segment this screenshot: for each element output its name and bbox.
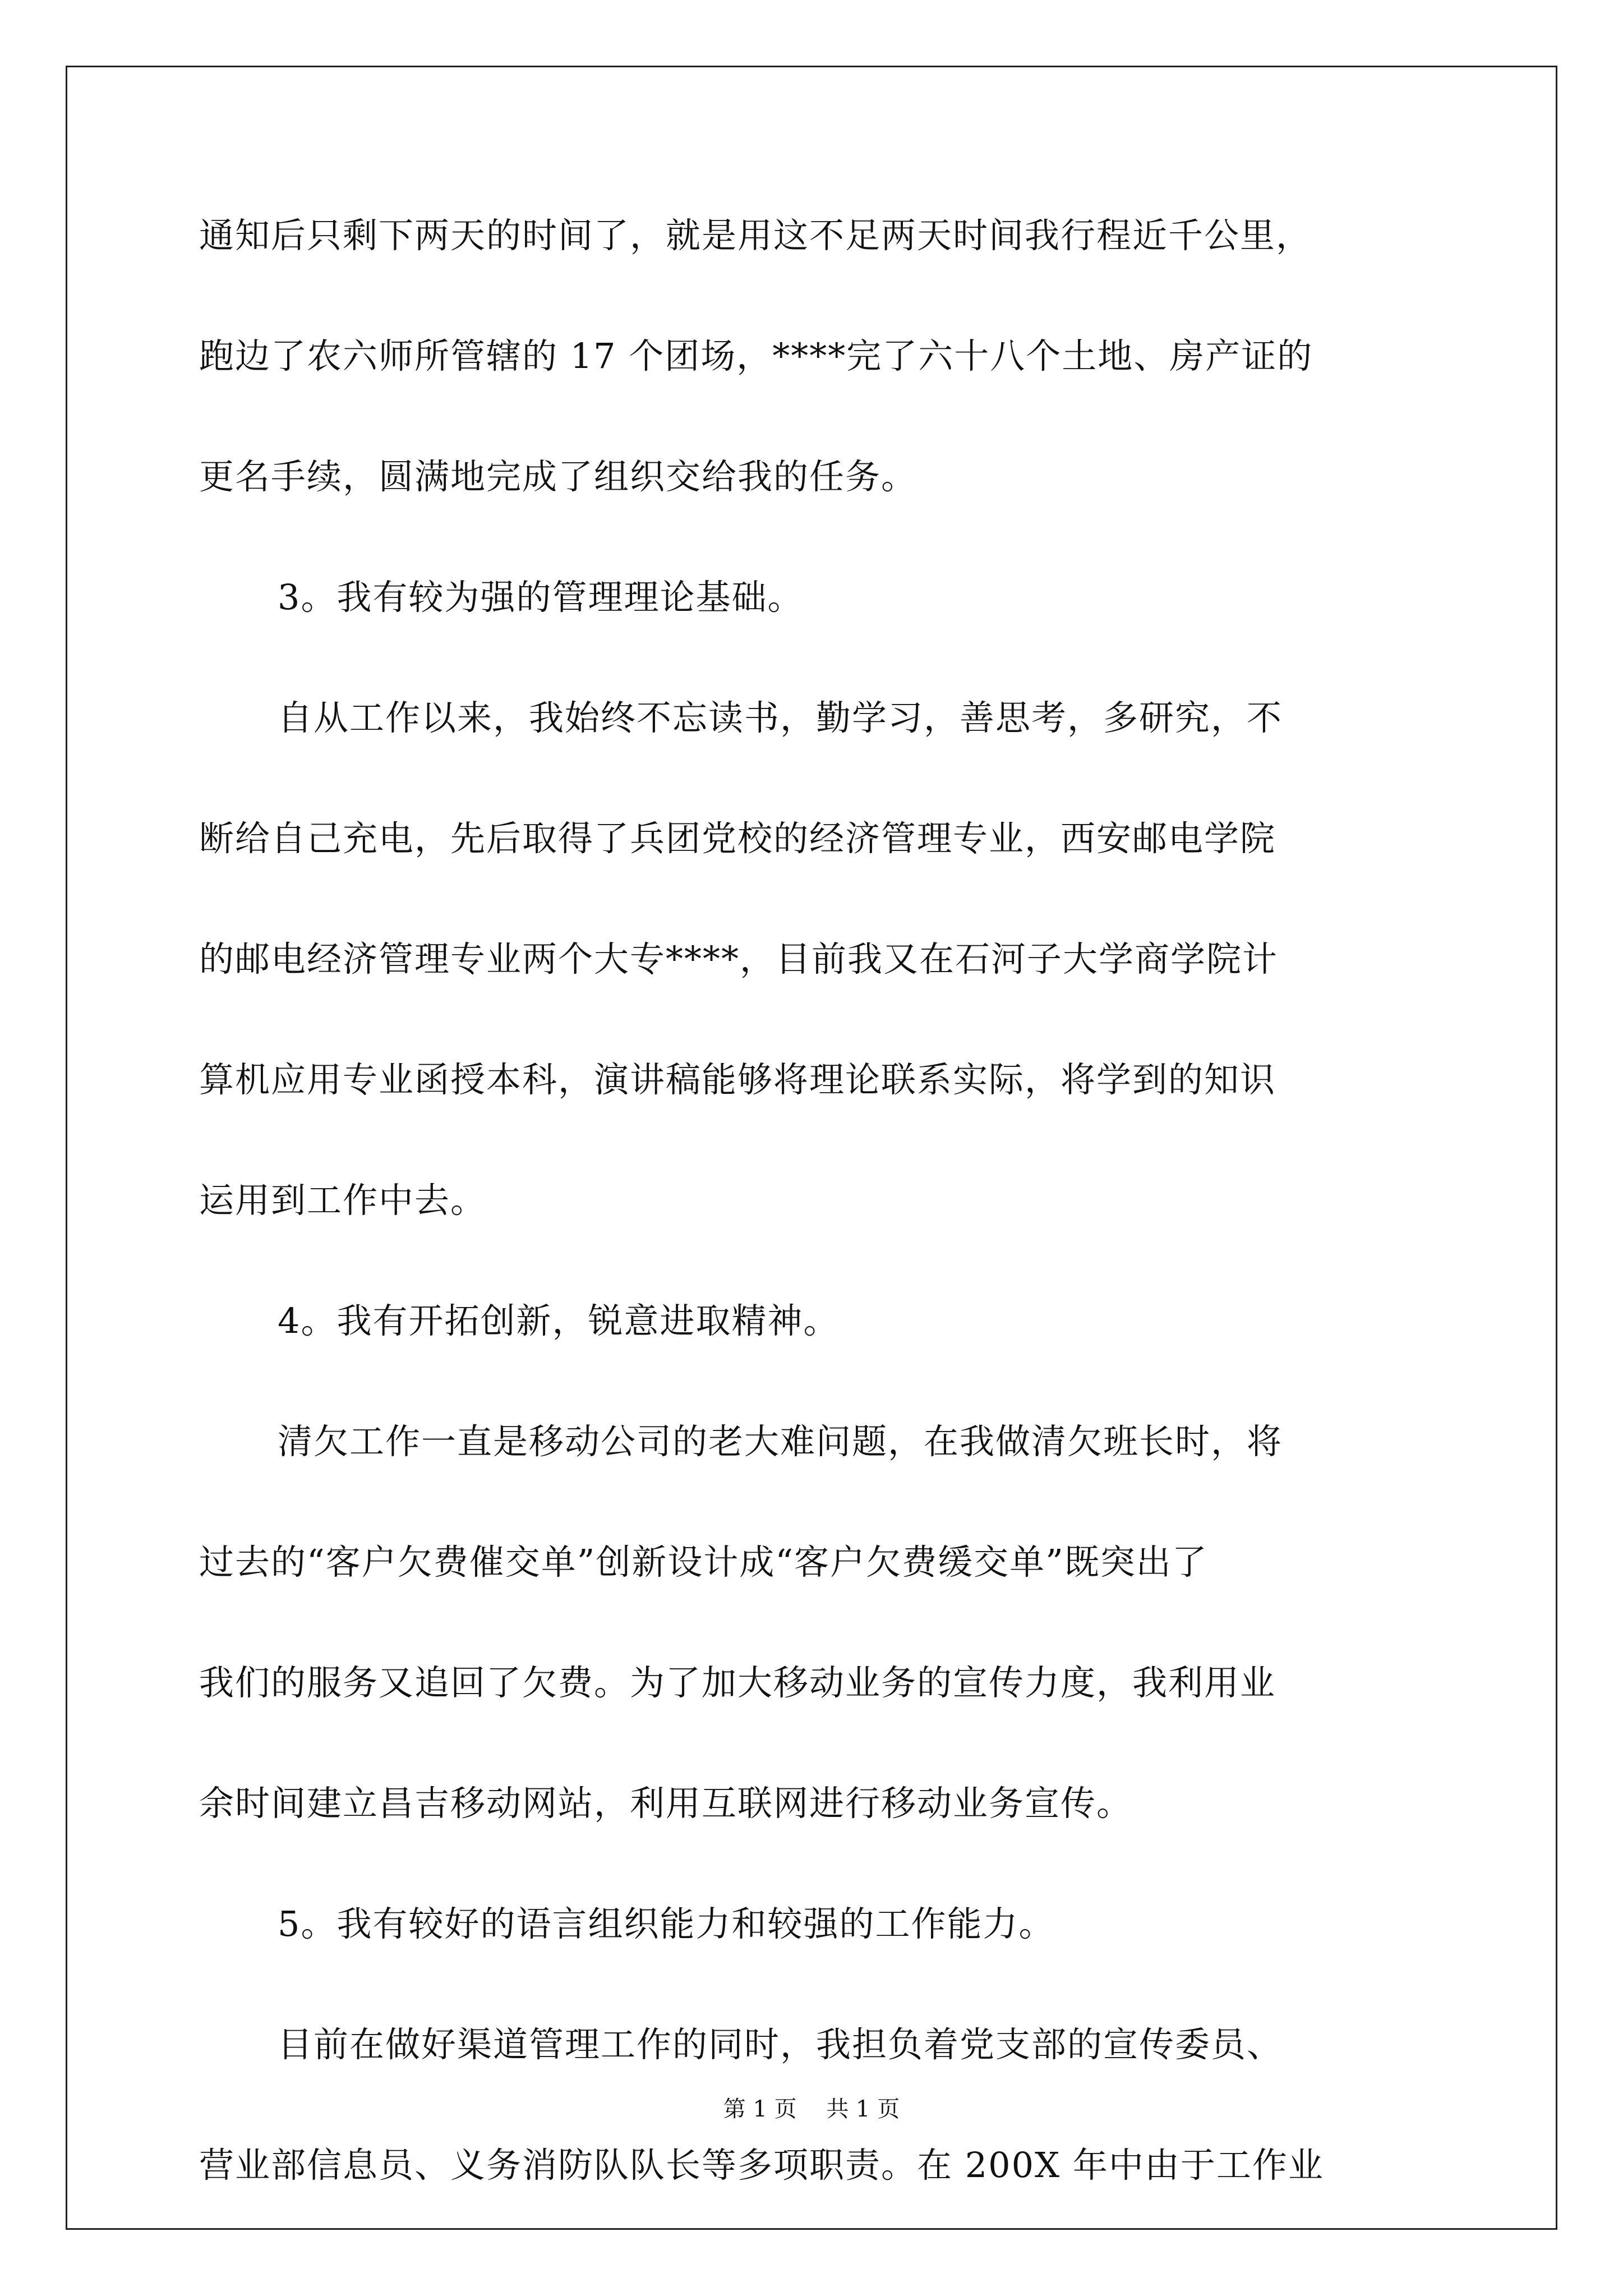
text-line: 跑边了农六师所管辖的 17 个团场，****完了六十八个土地、房产证的 — [199, 335, 1313, 376]
text-line: 断给自己充电，先后取得了兵团党校的经济管理专业，西安邮电学院 — [199, 818, 1276, 859]
section-heading: 5。我有较好的语言组织能力和较强的工作能力。 — [278, 1903, 1055, 1944]
text-line: 过去的“客户欠费催交单”创新设计成“客户欠费缓交单”既突出了 — [199, 1542, 1208, 1582]
text-line: 通知后只剩下两天的时间了，就是用这不足两天时间我行程近千公里， — [199, 215, 1312, 256]
text-line: 自从工作以来，我始终不忘读书，勤学习，善思考，多研究，不 — [278, 697, 1283, 738]
text-line: 目前在做好渠道管理工作的同时，我担负着党支部的宣传委员、 — [278, 2024, 1283, 2065]
text-line: 营业部信息员、义务消防队队长等多项职责。在 200X 年中由于工作业 — [199, 2145, 1324, 2185]
text-line: 清欠工作一直是移动公司的老大难问题，在我做清欠班长时，将 — [278, 1421, 1283, 1462]
page-number-footer: 第 1 页 共 1 页 — [723, 2096, 900, 2122]
section-heading: 3。我有较为强的管理理论基础。 — [278, 577, 804, 618]
text-line: 运用到工作中去。 — [199, 1180, 487, 1221]
text-line: 我们的服务又追回了欠费。为了加大移动业务的宣传力度，我利用业 — [199, 1662, 1276, 1703]
text-line: 的邮电经济管理专业两个大专****，目前我又在石河子大学商学院计 — [199, 938, 1279, 979]
text-line: 余时间建立昌吉移动网站，利用互联网进行移动业务宣传。 — [199, 1783, 1133, 1824]
text-line: 更名手续，圆满地完成了组织交给我的任务。 — [199, 456, 917, 497]
text-line: 算机应用专业函授本科，演讲稿能够将理论联系实际，将学到的知识 — [199, 1059, 1276, 1100]
section-heading: 4。我有开拓创新，锐意进取精神。 — [278, 1300, 840, 1341]
